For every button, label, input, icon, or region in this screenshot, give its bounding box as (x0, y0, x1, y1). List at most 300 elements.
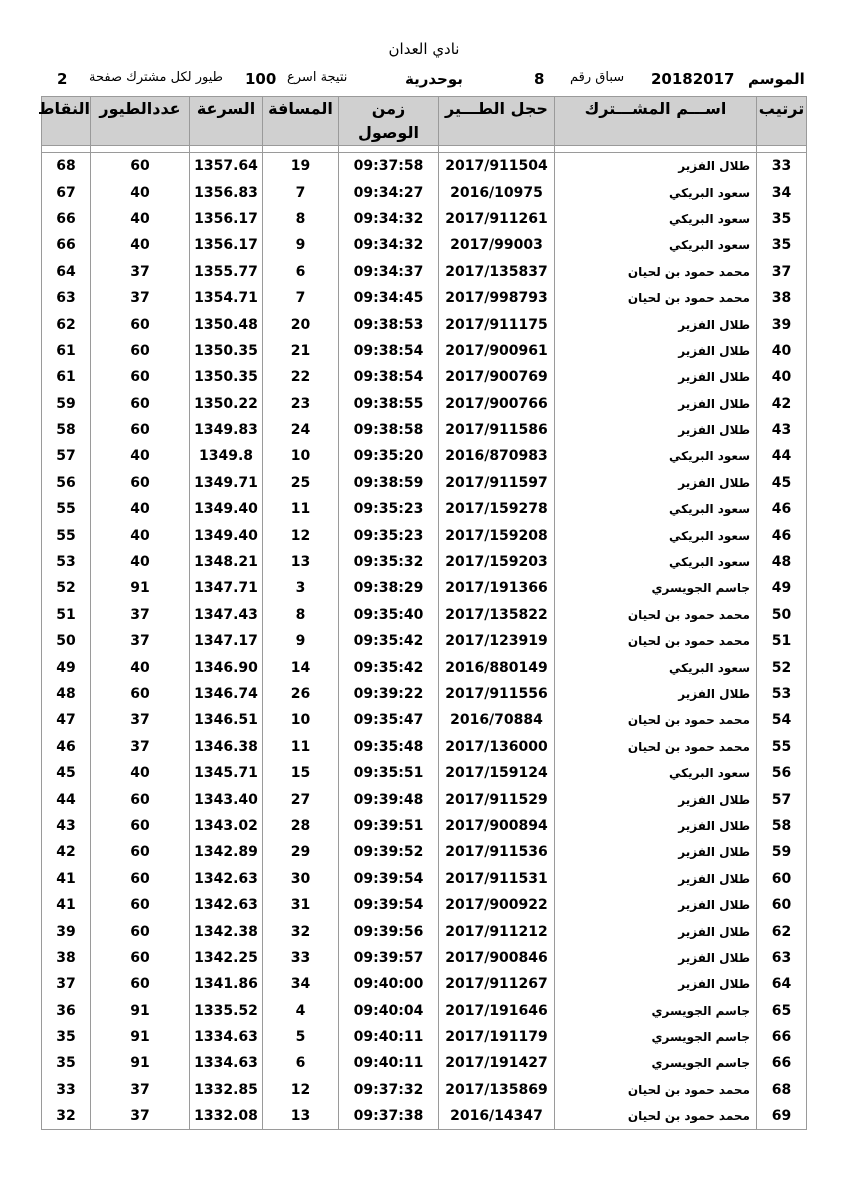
table-row (42, 470, 807, 496)
birds-cell: 60 (91, 786, 190, 812)
participant-cell: طلال الفزير (555, 786, 757, 812)
birds-cell: 60 (91, 839, 190, 865)
participant-cell: طلال الفزير (555, 364, 757, 390)
arrival-cell: 09:37:58 (339, 153, 439, 180)
speed-cell: 1346.90 (190, 654, 263, 680)
points-cell: 33 (42, 1077, 91, 1103)
participant-cell: محمد حمود بن لحيان (555, 628, 757, 654)
rank-cell: 34 (757, 179, 807, 205)
points-cell: 67 (42, 179, 91, 205)
table-row (42, 602, 807, 628)
rank-cell: 54 (757, 707, 807, 733)
ring-cell: 2017/911175 (439, 311, 555, 337)
participant-cell: طلال الفزير (555, 338, 757, 364)
ring-cell: 2016/14347 (439, 1103, 555, 1130)
arrival-cell: 09:35:42 (339, 628, 439, 654)
table-row (42, 786, 807, 812)
ring-cell: 2016/10975 (439, 179, 555, 205)
header-spacer (42, 146, 807, 153)
speed-cell: 1347.71 (190, 575, 263, 601)
speed-cell: 1342.89 (190, 839, 263, 865)
ring-cell: 2017/159203 (439, 549, 555, 575)
rank-cell: 63 (757, 945, 807, 971)
participant-cell: محمد حمود بن لحيان (555, 259, 757, 285)
result-label: نتيجة اسرع (287, 70, 348, 85)
arrival-cell: 09:38:58 (339, 417, 439, 443)
points-cell: 53 (42, 549, 91, 575)
club-name: نادي العدان (388, 40, 460, 58)
table-row (42, 1050, 807, 1076)
birds-cell: 91 (91, 575, 190, 601)
arrival-cell: 09:38:29 (339, 575, 439, 601)
points-cell: 51 (42, 602, 91, 628)
distance-cell: 32 (263, 918, 339, 944)
rank-cell: 33 (757, 153, 807, 180)
participant-cell: طلال الفزير (555, 892, 757, 918)
points-cell: 59 (42, 391, 91, 417)
participant-cell: سعود البريكي (555, 179, 757, 205)
points-cell: 58 (42, 417, 91, 443)
ring-cell: 2017/900766 (439, 391, 555, 417)
distance-cell: 33 (263, 945, 339, 971)
results-table (37, 96, 807, 1130)
distance-cell: 5 (263, 1024, 339, 1050)
col-participant: اســـم المشـــترك (555, 97, 757, 146)
table-row (42, 1103, 807, 1130)
participant-cell: سعود البريكي (555, 549, 757, 575)
ring-cell: 2017/911556 (439, 681, 555, 707)
participant-cell: جاسم الجويسري (555, 998, 757, 1024)
arrival-cell: 09:38:54 (339, 338, 439, 364)
arrival-cell: 09:40:04 (339, 998, 439, 1024)
table-row (42, 443, 807, 469)
birds-cell: 60 (91, 153, 190, 180)
rank-cell: 58 (757, 813, 807, 839)
speed-cell: 1356.83 (190, 179, 263, 205)
ring-cell: 2017/135837 (439, 259, 555, 285)
arrival-cell: 09:40:11 (339, 1024, 439, 1050)
table-row (42, 391, 807, 417)
rank-cell: 62 (757, 918, 807, 944)
birds-cell: 60 (91, 391, 190, 417)
rank-cell: 48 (757, 549, 807, 575)
distance-cell: 21 (263, 338, 339, 364)
birds-cell: 40 (91, 760, 190, 786)
arrival-cell: 09:39:51 (339, 813, 439, 839)
birds-cell: 60 (91, 945, 190, 971)
distance-cell: 14 (263, 654, 339, 680)
table-row (42, 971, 807, 997)
distance-cell: 29 (263, 839, 339, 865)
table-row (42, 760, 807, 786)
table-row (42, 153, 807, 180)
participant-cell: محمد حمود بن لحيان (555, 707, 757, 733)
participant-cell: محمد حمود بن لحيان (555, 1103, 757, 1130)
speed-cell: 1341.86 (190, 971, 263, 997)
distance-cell: 10 (263, 707, 339, 733)
points-cell: 45 (42, 760, 91, 786)
ring-cell: 2017/191646 (439, 998, 555, 1024)
distance-cell: 12 (263, 522, 339, 548)
ring-cell: 2016/70884 (439, 707, 555, 733)
rank-cell: 35 (757, 206, 807, 232)
table-row (42, 866, 807, 892)
birds-cell: 37 (91, 707, 190, 733)
participant-cell: طلال الفزير (555, 681, 757, 707)
speed-cell: 1356.17 (190, 206, 263, 232)
birds-cell: 37 (91, 628, 190, 654)
rank-cell: 64 (757, 971, 807, 997)
points-cell: 63 (42, 285, 91, 311)
birds-cell: 40 (91, 443, 190, 469)
rank-cell: 55 (757, 734, 807, 760)
arrival-cell: 09:34:45 (339, 285, 439, 311)
arrival-cell: 09:35:20 (339, 443, 439, 469)
participant-cell: طلال الفزير (555, 813, 757, 839)
col-points: النقاط (42, 97, 91, 146)
birds-cell: 60 (91, 892, 190, 918)
rank-cell: 40 (757, 364, 807, 390)
distance-cell: 22 (263, 364, 339, 390)
rank-cell: 51 (757, 628, 807, 654)
distance-cell: 23 (263, 391, 339, 417)
birds-cell: 60 (91, 813, 190, 839)
table-row (42, 179, 807, 205)
distance-cell: 31 (263, 892, 339, 918)
distance-cell: 7 (263, 285, 339, 311)
table-row (42, 707, 807, 733)
speed-cell: 1342.38 (190, 918, 263, 944)
birds-cell: 40 (91, 549, 190, 575)
birds-cell: 40 (91, 206, 190, 232)
points-cell: 66 (42, 232, 91, 258)
arrival-cell: 09:40:00 (339, 971, 439, 997)
ring-cell: 2017/159278 (439, 496, 555, 522)
distance-cell: 15 (263, 760, 339, 786)
points-cell: 50 (42, 628, 91, 654)
birds-cell: 60 (91, 364, 190, 390)
participant-cell: سعود البريكي (555, 443, 757, 469)
table-row (42, 285, 807, 311)
birds-cell: 40 (91, 522, 190, 548)
distance-cell: 28 (263, 813, 339, 839)
rank-cell: 59 (757, 839, 807, 865)
speed-cell: 1347.43 (190, 602, 263, 628)
participant-cell: محمد حمود بن لحيان (555, 285, 757, 311)
table-row (42, 1077, 807, 1103)
speed-cell: 1346.51 (190, 707, 263, 733)
page-number: 2 (57, 70, 68, 88)
arrival-cell: 09:39:52 (339, 839, 439, 865)
speed-cell: 1342.63 (190, 892, 263, 918)
rank-cell: 35 (757, 232, 807, 258)
birds-cell: 40 (91, 654, 190, 680)
participant-cell: محمد حمود بن لحيان (555, 734, 757, 760)
ring-cell: 2016/880149 (439, 654, 555, 680)
rank-cell: 37 (757, 259, 807, 285)
rank-cell: 57 (757, 786, 807, 812)
points-cell: 32 (42, 1103, 91, 1130)
speed-cell: 1343.40 (190, 786, 263, 812)
arrival-cell: 09:34:32 (339, 232, 439, 258)
rank-cell: 46 (757, 522, 807, 548)
table-row (42, 892, 807, 918)
participant-cell: طلال الفزير (555, 866, 757, 892)
distance-cell: 10 (263, 443, 339, 469)
points-cell: 35 (42, 1024, 91, 1050)
speed-cell: 1348.21 (190, 549, 263, 575)
participant-cell: طلال الفزير (555, 839, 757, 865)
distance-cell: 6 (263, 1050, 339, 1076)
ring-cell: 2017/900894 (439, 813, 555, 839)
ring-cell: 2017/911261 (439, 206, 555, 232)
participant-cell: طلال الفزير (555, 153, 757, 180)
distance-cell: 6 (263, 259, 339, 285)
rank-cell: 60 (757, 892, 807, 918)
speed-cell: 1349.83 (190, 417, 263, 443)
participant-cell: جاسم الجويسري (555, 1050, 757, 1076)
participant-cell: سعود البريكي (555, 760, 757, 786)
distance-cell: 11 (263, 734, 339, 760)
ring-cell: 2017/900922 (439, 892, 555, 918)
points-cell: 64 (42, 259, 91, 285)
rank-cell: 38 (757, 285, 807, 311)
ring-cell: 2017/135869 (439, 1077, 555, 1103)
points-cell: 44 (42, 786, 91, 812)
arrival-cell: 09:39:57 (339, 945, 439, 971)
table-row (42, 364, 807, 390)
speed-cell: 1345.71 (190, 760, 263, 786)
participant-cell: طلال الفزير (555, 417, 757, 443)
points-cell: 38 (42, 945, 91, 971)
ring-cell: 2017/159124 (439, 760, 555, 786)
birds-cell: 37 (91, 602, 190, 628)
col-distance: المسافة (263, 97, 339, 146)
arrival-cell: 09:39:56 (339, 918, 439, 944)
table-row (42, 549, 807, 575)
points-cell: 37 (42, 971, 91, 997)
participant-cell: طلال الفزير (555, 391, 757, 417)
points-cell: 55 (42, 496, 91, 522)
ring-cell: 2017/911597 (439, 470, 555, 496)
table-row (42, 522, 807, 548)
ring-cell: 2017/911586 (439, 417, 555, 443)
birds-cell: 40 (91, 232, 190, 258)
points-cell: 68 (42, 153, 91, 180)
table-row (42, 206, 807, 232)
distance-cell: 3 (263, 575, 339, 601)
table-row (42, 1024, 807, 1050)
rank-cell: 50 (757, 602, 807, 628)
points-cell: 42 (42, 839, 91, 865)
ring-cell: 2017/191179 (439, 1024, 555, 1050)
ring-cell: 2017/911529 (439, 786, 555, 812)
table-row (42, 628, 807, 654)
points-cell: 35 (42, 1050, 91, 1076)
participant-cell: سعود البريكي (555, 522, 757, 548)
birds-cell: 60 (91, 866, 190, 892)
table-row (42, 945, 807, 971)
birds-cell: 91 (91, 998, 190, 1024)
arrival-cell: 09:39:54 (339, 866, 439, 892)
rank-cell: 39 (757, 311, 807, 337)
speed-cell: 1349.40 (190, 522, 263, 548)
table-row (42, 259, 807, 285)
ring-cell: 2017/911531 (439, 866, 555, 892)
distance-cell: 25 (263, 470, 339, 496)
birds-cell: 91 (91, 1050, 190, 1076)
ring-cell: 2017/911504 (439, 153, 555, 180)
speed-cell: 1349.71 (190, 470, 263, 496)
table-row (42, 998, 807, 1024)
ring-cell: 2017/911536 (439, 839, 555, 865)
birds-cell: 40 (91, 496, 190, 522)
ring-cell: 2017/911267 (439, 971, 555, 997)
rank-cell: 43 (757, 417, 807, 443)
rank-cell: 52 (757, 654, 807, 680)
rank-cell: 65 (757, 998, 807, 1024)
distance-cell: 27 (263, 786, 339, 812)
table-row (42, 232, 807, 258)
participant-cell: محمد حمود بن لحيان (555, 1077, 757, 1103)
ring-cell: 2017/135822 (439, 602, 555, 628)
speed-cell: 1357.64 (190, 153, 263, 180)
distance-cell: 24 (263, 417, 339, 443)
speed-cell: 1349.40 (190, 496, 263, 522)
points-cell: 46 (42, 734, 91, 760)
fastest-count: 100 (245, 70, 277, 88)
rank-cell: 60 (757, 866, 807, 892)
speed-cell: 1334.63 (190, 1024, 263, 1050)
participant-cell: طلال الفزير (555, 971, 757, 997)
speed-cell: 1334.63 (190, 1050, 263, 1076)
ring-cell: 2016/870983 (439, 443, 555, 469)
ring-cell: 2017/900961 (439, 338, 555, 364)
arrival-cell: 09:34:37 (339, 259, 439, 285)
distance-cell: 4 (263, 998, 339, 1024)
points-cell: 48 (42, 681, 91, 707)
rank-cell: 66 (757, 1050, 807, 1076)
ring-cell: 2017/136000 (439, 734, 555, 760)
participant-cell: طلال الفزير (555, 470, 757, 496)
speed-cell: 1350.48 (190, 311, 263, 337)
arrival-cell: 09:37:32 (339, 1077, 439, 1103)
ring-cell: 2017/911212 (439, 918, 555, 944)
rank-cell: 46 (757, 496, 807, 522)
speed-cell: 1355.77 (190, 259, 263, 285)
distance-cell: 8 (263, 206, 339, 232)
birds-cell: 37 (91, 734, 190, 760)
arrival-cell: 09:39:54 (339, 892, 439, 918)
birds-per-label: طيور لكل مشترك صفحة (89, 70, 223, 85)
arrival-cell: 09:34:27 (339, 179, 439, 205)
points-cell: 57 (42, 443, 91, 469)
arrival-cell: 09:35:42 (339, 654, 439, 680)
distance-cell: 20 (263, 311, 339, 337)
arrival-cell: 09:35:23 (339, 522, 439, 548)
table-row (42, 496, 807, 522)
birds-cell: 60 (91, 311, 190, 337)
distance-cell: 13 (263, 1103, 339, 1130)
arrival-cell: 09:35:47 (339, 707, 439, 733)
rank-cell: 44 (757, 443, 807, 469)
points-cell: 36 (42, 998, 91, 1024)
arrival-cell: 09:40:11 (339, 1050, 439, 1076)
speed-cell: 1354.71 (190, 285, 263, 311)
table-row (42, 654, 807, 680)
points-cell: 41 (42, 866, 91, 892)
rank-cell: 40 (757, 338, 807, 364)
points-cell: 55 (42, 522, 91, 548)
speed-cell: 1332.08 (190, 1103, 263, 1130)
ring-cell: 2017/191366 (439, 575, 555, 601)
participant-cell: جاسم الجويسري (555, 575, 757, 601)
speed-cell: 1335.52 (190, 998, 263, 1024)
speed-cell: 1356.17 (190, 232, 263, 258)
distance-cell: 30 (263, 866, 339, 892)
speed-cell: 1350.35 (190, 364, 263, 390)
col-ring: حجل الطـــير (439, 97, 555, 146)
table-row (42, 681, 807, 707)
rank-cell: 45 (757, 470, 807, 496)
table-row (42, 813, 807, 839)
arrival-cell: 09:39:22 (339, 681, 439, 707)
speed-cell: 1332.85 (190, 1077, 263, 1103)
points-cell: 62 (42, 311, 91, 337)
points-cell: 41 (42, 892, 91, 918)
ring-cell: 2017/998793 (439, 285, 555, 311)
arrival-cell: 09:35:32 (339, 549, 439, 575)
participant-cell: طلال الفزير (555, 918, 757, 944)
rank-cell: 49 (757, 575, 807, 601)
points-cell: 61 (42, 364, 91, 390)
ring-cell: 2017/159208 (439, 522, 555, 548)
distance-cell: 13 (263, 549, 339, 575)
distance-cell: 9 (263, 232, 339, 258)
arrival-cell: 09:35:51 (339, 760, 439, 786)
race-number: 8 (534, 70, 545, 88)
birds-cell: 91 (91, 1024, 190, 1050)
points-cell: 43 (42, 813, 91, 839)
arrival-cell: 09:35:23 (339, 496, 439, 522)
points-cell: 61 (42, 338, 91, 364)
birds-cell: 40 (91, 179, 190, 205)
birds-cell: 37 (91, 1103, 190, 1130)
ring-cell: 2017/123919 (439, 628, 555, 654)
distance-cell: 7 (263, 179, 339, 205)
birds-cell: 60 (91, 417, 190, 443)
participant-cell: سعود البريكي (555, 206, 757, 232)
rank-cell: 53 (757, 681, 807, 707)
arrival-cell: 09:35:48 (339, 734, 439, 760)
season-value: 20182017 (651, 70, 735, 88)
location: بوحدرية (405, 70, 463, 88)
participant-cell: طلال الفزير (555, 311, 757, 337)
rank-cell: 56 (757, 760, 807, 786)
participant-cell: سعود البريكي (555, 232, 757, 258)
participant-cell: طلال الفزير (555, 945, 757, 971)
table-row (42, 839, 807, 865)
speed-cell: 1346.74 (190, 681, 263, 707)
arrival-cell: 09:37:38 (339, 1103, 439, 1130)
season-label: الموسم (748, 70, 805, 88)
birds-cell: 60 (91, 338, 190, 364)
birds-cell: 37 (91, 259, 190, 285)
participant-cell: سعود البريكي (555, 496, 757, 522)
distance-cell: 12 (263, 1077, 339, 1103)
birds-cell: 60 (91, 918, 190, 944)
participant-cell: سعود البريكي (555, 654, 757, 680)
